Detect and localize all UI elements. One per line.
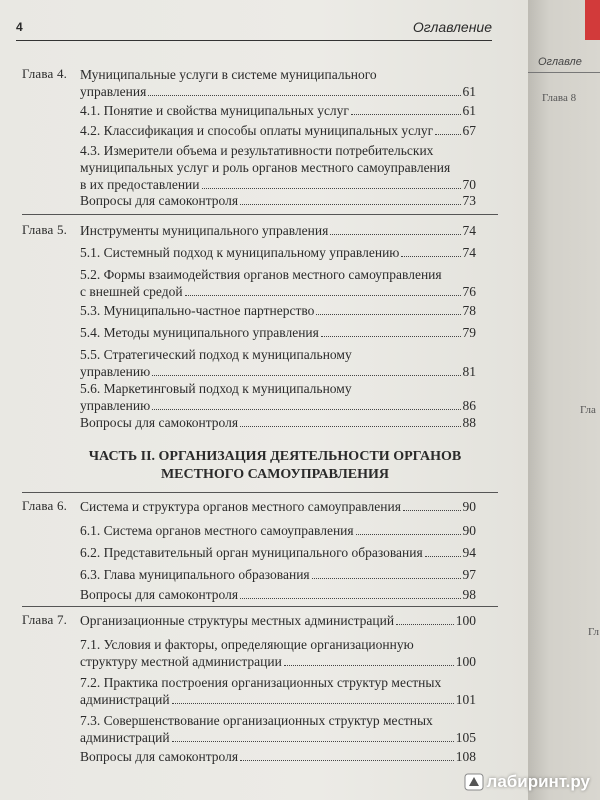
toc-entry: 7.3. Совершенствование организационных структур местных администраций 105: [80, 713, 476, 745]
toc-entry: 5.1. Системный подход к муниципальному управлению 74: [80, 245, 476, 260]
adjacent-page: [528, 0, 600, 800]
chapter-title: Организационные структуры местных администраций 100: [80, 613, 476, 628]
chapter-label: Глава 4.: [22, 66, 68, 81]
chapter-title: Инструменты муниципального управления 74: [80, 223, 476, 238]
toc-entry: 6.1. Система органов местного самоуправления 90: [80, 523, 476, 538]
page-number: 4: [16, 20, 23, 34]
watermark-text: лабиринт.ру: [486, 772, 590, 791]
toc-entry: 5.3. Муниципально-частное партнерство 78: [80, 303, 476, 318]
toc-entry: 7.2. Практика построения организационных структур местных администраций 101: [80, 675, 476, 707]
divider: [22, 214, 498, 215]
labirint-logo-icon: [464, 773, 484, 791]
adjacent-fragment: Гл: [588, 626, 600, 638]
chapter-title: Система и структура органов местного самоуправления 90: [80, 499, 476, 514]
part-title: ЧАСТЬ II. ОРГАНИЗАЦИЯ ДЕЯТЕЛЬНОСТИ ОРГАНОВ МЕСТНОГО САМОУПРАВЛЕНИЯ: [88, 449, 462, 482]
divider: [22, 606, 498, 607]
adjacent-running-title: Оглавле: [538, 56, 582, 68]
divider: [528, 72, 600, 73]
divider: [22, 492, 498, 493]
adjacent-fragment: Гла: [580, 404, 596, 416]
toc-entry: Вопросы для самоконтроля 73: [80, 193, 476, 208]
toc-entry: 4.2. Классификация и способы оплаты муниципальных услуг 67: [80, 123, 476, 138]
toc-entry: 5.5. Стратегический подход к муниципальному управлению 81: [80, 347, 476, 379]
toc-entry: 7.1. Условия и факторы, определяющие организационную структуру местной администрации 100: [80, 637, 476, 669]
chapter-title: Муниципальные услуги в системе муниципального управления 61: [80, 67, 476, 99]
chapter-label: Глава 6.: [22, 498, 68, 513]
adjacent-chapter-label: Глава 8: [542, 92, 577, 104]
chapter-label: Глава 5.: [22, 222, 68, 237]
toc-entry: 6.2. Представительный орган муниципального образования 94: [80, 545, 476, 560]
toc-entry: 5.6. Маркетинговый подход к муниципальному управлению 86: [80, 381, 476, 413]
toc-entry: Вопросы для самоконтроля 108: [80, 749, 476, 764]
toc-entry: 4.1. Понятие и свойства муниципальных услуг 61: [80, 103, 476, 118]
watermark: [464, 772, 590, 792]
chapter-label: Глава 7.: [22, 612, 68, 627]
toc-entry: 5.4. Методы муниципального управления 79: [80, 325, 476, 340]
toc-entry: Вопросы для самоконтроля 88: [80, 415, 476, 430]
toc-entry: 6.3. Глава муниципального образования 97: [80, 567, 476, 582]
running-title: Оглавление: [412, 19, 492, 35]
toc-entry: 4.3. Измерители объема и результативности потребительских муниципальных услуг и роль органов местного самоуправления в их предоставлении 70: [80, 143, 476, 192]
toc-entry: 5.2. Формы взаимодействия органов местного самоуправления с внешней средой 76: [80, 267, 476, 299]
toc-entry: Вопросы для самоконтроля 98: [80, 587, 476, 602]
running-head: [16, 18, 492, 41]
book-edge: [585, 0, 600, 40]
